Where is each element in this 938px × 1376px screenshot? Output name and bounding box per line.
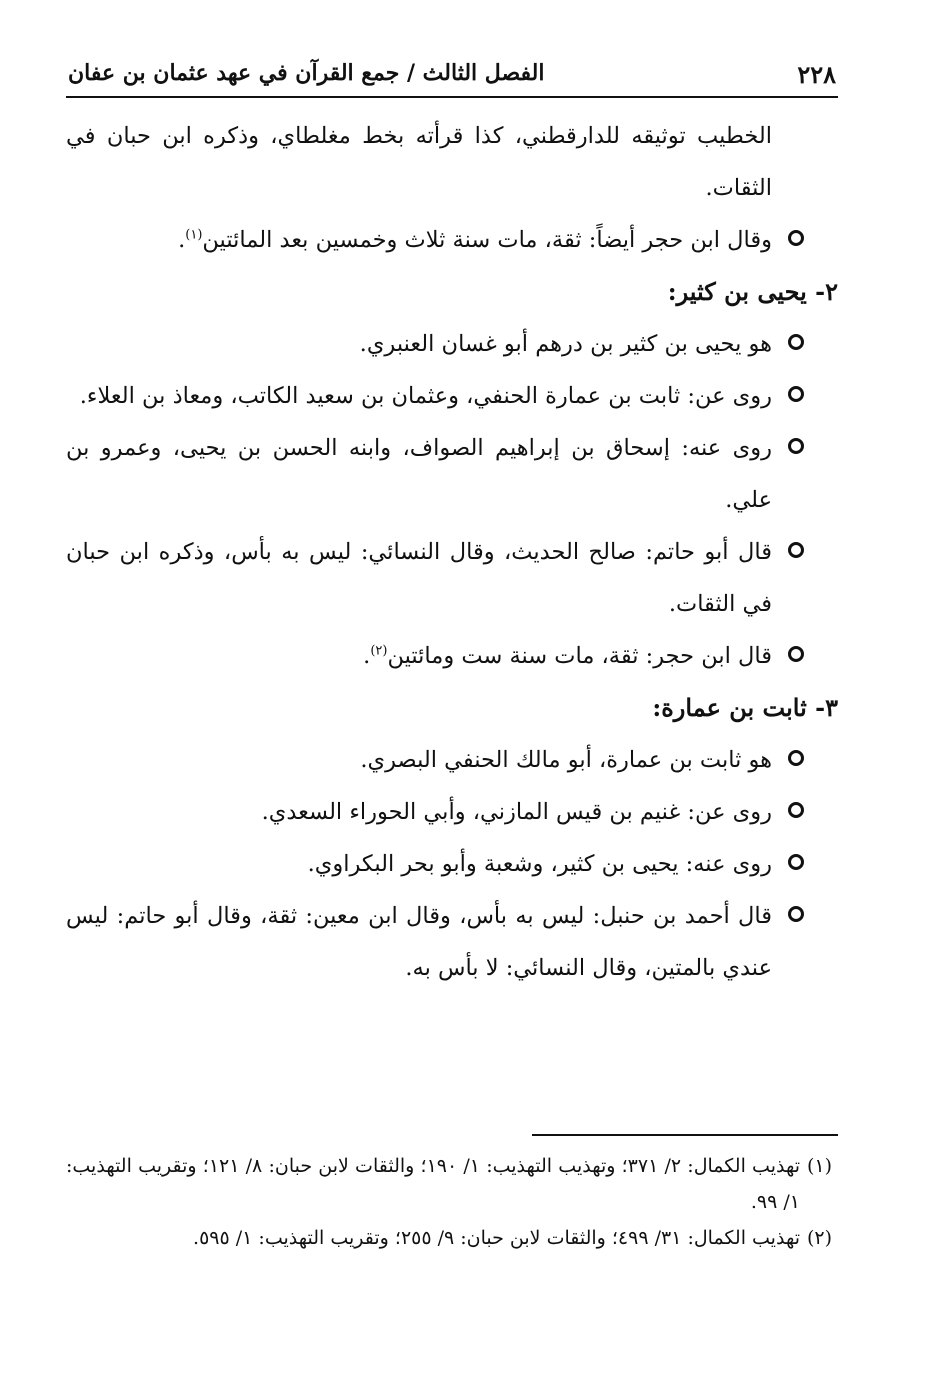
section-heading-thabit: ٣- ثابت بن عمارة:: [652, 693, 838, 722]
circle-bullet-icon: [788, 646, 804, 662]
circle-bullet-icon: [788, 802, 804, 818]
bullet-item: [66, 318, 838, 370]
circle-bullet-icon: [788, 334, 804, 350]
bullet-text: روى عنه: يحيى بن كثير، وشعبة وأبو بحر البكراوي.: [307, 851, 772, 877]
footnote-1: [66, 1148, 832, 1220]
page-number: ٢٢٨: [797, 60, 836, 89]
footnote-list: [66, 1148, 832, 1256]
bullet-end: .: [363, 643, 371, 669]
bullet-text: روى عن: غنيم بن قيس المازني، وأبي الحوراء السعدي.: [261, 799, 772, 825]
footnote-text: تهذيب الكمال: ٣١/ ٤٩٩؛ والثقات لابن حبان: ٩/ ٢٥٥؛ وتقريب التهذيب: ١/ ٥٩٥.: [193, 1227, 800, 1249]
circle-bullet-icon: [788, 230, 804, 246]
bullet-end: .: [178, 227, 186, 253]
bullet-item: [66, 630, 838, 682]
bullet-item: [66, 370, 838, 422]
bullet-item: [66, 734, 838, 786]
continuation-paragraph: الخطيب توثيقه للدارقطني، كذا قرأته بخط مغلطاي، وذكره ابن حبان في الثقات.: [66, 123, 772, 201]
bullet-text: قال أبو حاتم: صالح الحديث، وقال النسائي: ليس به بأس، وذكره ابن حبان في الثقات.: [66, 539, 772, 617]
bullet-text: روى عنه: إسحاق بن إبراهيم الصواف، وابنه الحسن بن يحيى، وعمرو بن علي.: [66, 435, 772, 513]
circle-bullet-icon: [788, 750, 804, 766]
bullet-item: [66, 214, 838, 266]
bullet-text: وقال ابن حجر أيضاً: ثقة، مات سنة ثلاث وخمسين بعد المائتين: [202, 227, 772, 253]
footnote-text: تهذيب الكمال: ٢/ ٣٧١؛ وتهذيب التهذيب: ١/ ١٩٠؛ والثقات لابن حبان: ٨/ ١٢١؛ وتقريب التهذيب: ١/ ٩٩.: [66, 1155, 801, 1213]
bullet-item: [66, 422, 838, 526]
bullet-text: هو يحيى بن كثير بن درهم أبو غسان العنبري.: [359, 331, 772, 357]
bullet-item: [66, 526, 838, 630]
footnote-ref[interactable]: (١): [185, 227, 203, 243]
main-text: [66, 110, 838, 994]
bullet-item: [66, 838, 838, 890]
chapter-title: الفصل الثالث / جمع القرآن في عهد عثمان بن عفان: [68, 60, 545, 86]
bullet-text: هو ثابت بن عمارة، أبو مالك الحنفي البصري.: [360, 747, 772, 773]
footnote-ref[interactable]: (٢): [370, 643, 388, 659]
section-heading-yahya: ٢- يحيى بن كثير:: [667, 277, 838, 306]
circle-bullet-icon: [788, 386, 804, 402]
circle-bullet-icon: [788, 906, 804, 922]
footnote-number: (٢): [806, 1227, 832, 1249]
circle-bullet-icon: [788, 438, 804, 454]
bullet-item: [66, 786, 838, 838]
page-header: [66, 58, 838, 98]
footnote-separator: [532, 1134, 838, 1136]
footnote-number: (١): [806, 1155, 832, 1177]
circle-bullet-icon: [788, 542, 804, 558]
bullet-text: قال ابن حجر: ثقة، مات سنة ست ومائتين: [387, 643, 772, 669]
circle-bullet-icon: [788, 854, 804, 870]
bullet-item: [66, 890, 838, 994]
bullet-text: روى عن: ثابت بن عمارة الحنفي، وعثمان بن سعيد الكاتب، ومعاذ بن العلاء.: [79, 383, 772, 409]
footnote-2: [66, 1220, 832, 1256]
bullet-text: قال أحمد بن حنبل: ليس به بأس، وقال ابن معين: ثقة، وقال أبو حاتم: ليس عندي بالمتين، وقال النسائي: لا بأس به.: [66, 903, 772, 981]
